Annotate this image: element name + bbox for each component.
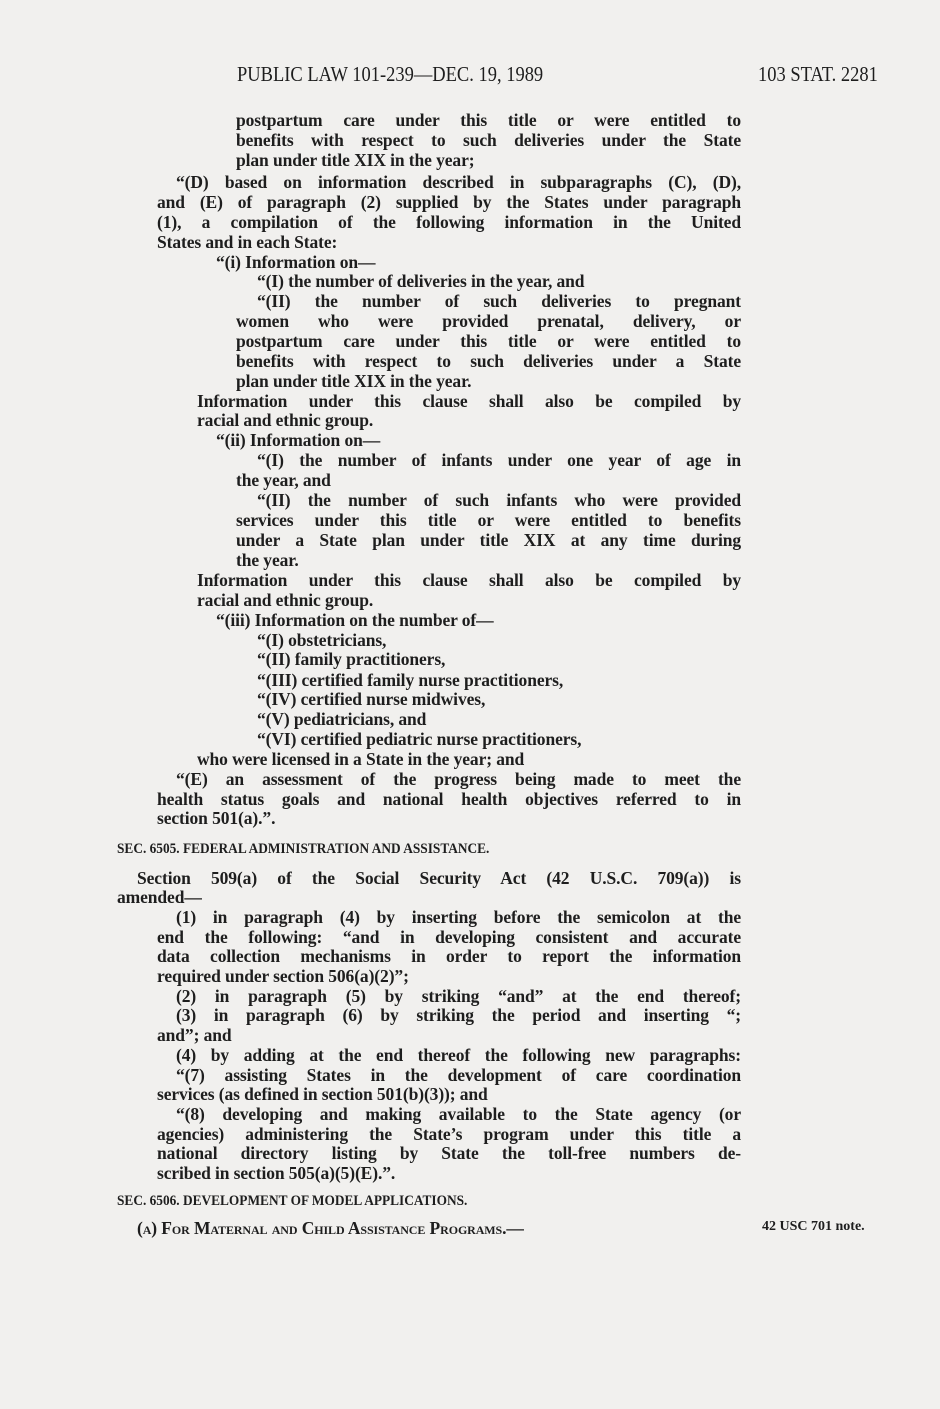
text-line: racial and ethnic group. [197,590,374,610]
text-line: women who were provided prenatal, delivery, or [236,311,741,331]
text-line: “(ii) Information on— [216,430,381,450]
text-line: “(IV) certified nurse midwives, [257,689,486,709]
text-line: data collection mechanisms in order to report the information [157,946,741,966]
text-line: postpartum care under this title or were entitled to [236,331,741,351]
subsection-heading: (a) For Maternal and Child Assistance Programs.— [137,1218,524,1238]
text-line: benefits with respect to such deliveries under a State [236,351,741,371]
text-line: “(V) pediatricians, and [257,709,427,729]
section-heading-6506: SEC. 6506. DEVELOPMENT OF MODEL APPLICATIONS. [117,1193,468,1209]
text-line: “(II) the number of such deliveries to pregnant [257,291,741,311]
text-line: Section 509(a) of the Social Security Act (42 U.S.C. 709(a)) is [137,868,741,888]
text-line: benefits with respect to such deliveries under the State [236,130,741,150]
text-line: agencies) administering the State’s program under this title a [157,1124,741,1144]
text-line: (3) in paragraph (6) by striking the period and inserting “; [176,1005,741,1025]
text-line: amended— [117,887,202,907]
text-line: “(II) family practitioners, [257,649,446,669]
margin-note: 42 USC 701 note. [762,1219,865,1234]
text-line: and (E) of paragraph (2) supplied by the States under paragraph [157,192,741,212]
text-line: and”; and [157,1025,232,1045]
text-line: services under this title or were entitled to benefits [236,510,741,530]
text-line: under a State plan under title XIX at any time during [236,530,741,550]
text-line: “(III) certified family nurse practitioners, [257,670,564,690]
text-line: “(iii) Information on the number of— [216,610,494,630]
text-line: “(I) the number of deliveries in the year, and [257,271,585,291]
page-number: 103 STAT. 2281 [758,62,878,86]
section-heading-6505: SEC. 6505. FEDERAL ADMINISTRATION AND ASSISTANCE. [117,841,490,857]
text-line: plan under title XIX in the year. [236,371,472,391]
text-line: racial and ethnic group. [197,410,374,430]
text-line: “(i) Information on— [216,252,376,272]
text-line: (1), a compilation of the following information in the United [157,212,741,232]
text-line: the year, and [236,470,331,490]
text-line: end the following: “and in developing consistent and accurate [157,927,741,947]
text-line: (1) in paragraph (4) by inserting before the semicolon at the [176,907,741,927]
text-line: health status goals and national health objectives referred to in [157,789,741,809]
text-line: plan under title XIX in the year; [236,150,475,170]
text-line: States and in each State: [157,232,338,252]
text-line: services (as defined in section 501(b)(3)); and [157,1084,488,1104]
text-line: “(I) the number of infants under one year of age in [257,450,741,470]
text-line: “(II) the number of such infants who were provided [257,490,741,510]
running-header-title: PUBLIC LAW 101-239—DEC. 19, 1989 [237,62,544,86]
text-line: postpartum care under this title or were entitled to [236,110,741,130]
text-line: who were licensed in a State in the year; and [197,749,525,769]
text-line: “(8) developing and making available to the State agency (or [176,1104,741,1124]
text-line: Information under this clause shall also be compiled by [197,391,741,411]
text-line: “(VI) certified pediatric nurse practitioners, [257,729,582,749]
text-line: “(E) an assessment of the progress being made to meet the [176,769,741,789]
text-line: Information under this clause shall also be compiled by [197,570,741,590]
text-line: “(7) assisting States in the development of care coordination [176,1065,741,1085]
text-line: (4) by adding at the end thereof the following new paragraphs: [176,1045,741,1065]
text-line: section 501(a).”. [157,808,276,828]
text-line: “(D) based on information described in subparagraphs (C), (D), [176,172,741,192]
text-line: required under section 506(a)(2)”; [157,966,409,986]
text-line: national directory listing by State the toll-free numbers de- [157,1143,741,1163]
text-line: “(I) obstetricians, [257,630,387,650]
text-line: (2) in paragraph (5) by striking “and” at the end thereof; [176,986,741,1006]
text-line: the year. [236,550,299,570]
text-line: scribed in section 505(a)(5)(E).”. [157,1163,396,1183]
